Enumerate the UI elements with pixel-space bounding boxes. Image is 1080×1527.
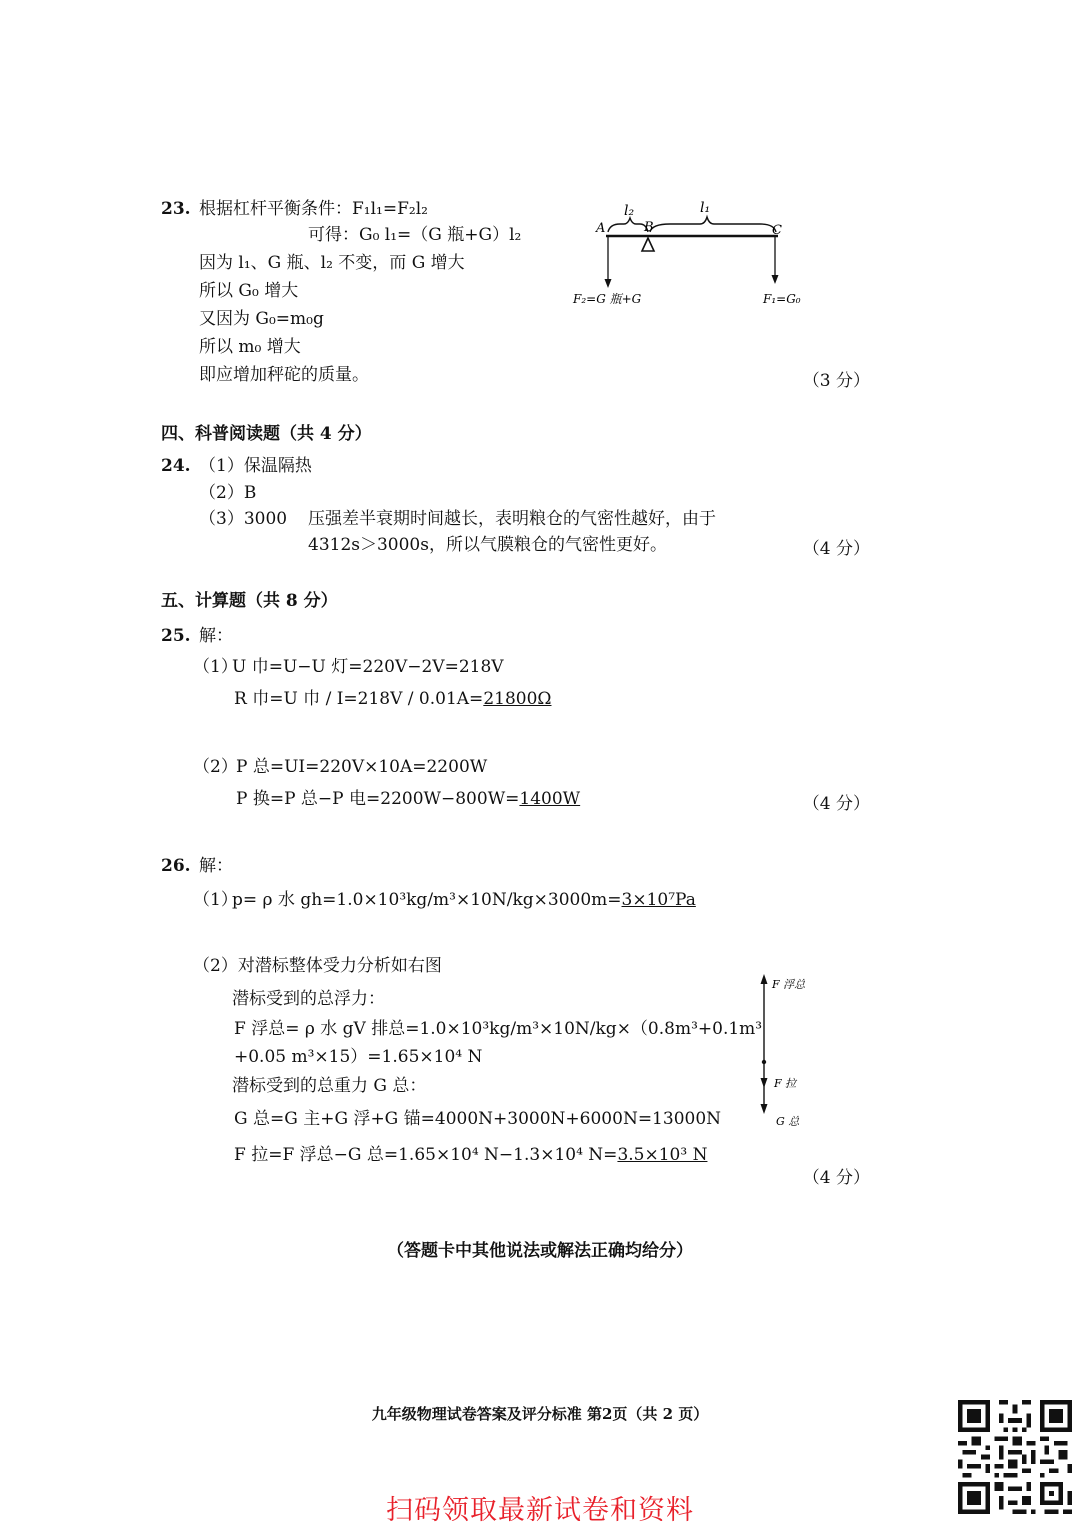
q26-solve: 解：	[199, 856, 233, 876]
fulcrum	[642, 238, 654, 251]
q26-pull-text: F 拉=F 浮总−G 总=1.65×10⁴ N−1.3×10⁴ N=	[234, 1145, 618, 1165]
brace-l2	[608, 218, 648, 232]
section4-heading: 四、科普阅读题（共 4 分）	[161, 424, 372, 444]
q25-part2-answer: 1400W	[519, 789, 581, 809]
q23-score: （3 分）	[802, 371, 870, 391]
q26-part1-text: p= ρ 水 gh=1.0×10³kg/m³×10N/kg×3000m=	[232, 890, 622, 910]
force-arrow-gravity-head	[761, 1104, 768, 1114]
q26-gravity-title: 潜标受到的总重力 G 总：	[232, 1076, 427, 1096]
q24-answer-2: （2）B	[199, 483, 257, 503]
q25-part1-answer: 21800Ω	[483, 689, 552, 709]
q26-buoyancy-line-2: +0.05 m³×15）=1.65×10⁴ N	[234, 1047, 483, 1067]
force-label-gravity: G 总	[776, 1115, 800, 1128]
q26-pull-answer: 3.5×10³ N	[617, 1145, 708, 1165]
q26-buoyancy-line-1: F 浮总= ρ 水 gV 排总=1.0×10³kg/m³×10N/kg×（0.8m³+0.1m³	[234, 1019, 763, 1039]
q26-number: 26.	[161, 856, 191, 876]
q25-part1-line-1: U 巾=U−U 灯=220V−2V=218V	[232, 657, 504, 677]
q26-part1-line	[232, 889, 696, 911]
lever-label-l1: l₁	[700, 200, 711, 216]
lever-label-l2: l₂	[624, 203, 635, 219]
q25-number: 25.	[161, 626, 191, 646]
q26-score: （4 分）	[802, 1168, 870, 1188]
q23-line-3: 因为 l₁、G 瓶、l₂ 不变，而 G 增大	[199, 253, 465, 273]
page-footer: 九年级物理试卷答案及评分标准 第2页（共 2 页）	[371, 1405, 709, 1423]
force-arrow-pull-head	[761, 1078, 768, 1088]
q24-score: （4 分）	[802, 539, 870, 559]
q25-part2-line-2	[236, 788, 580, 810]
q25-part2-label: （2）	[193, 757, 238, 777]
q23-line-4: 所以 G₀ 增大	[199, 281, 299, 301]
q23-line-2: 可得：G₀ l₁=（G 瓶+G）l₂	[308, 225, 522, 245]
q24-answer-3-line-2: 4312s＞3000s，所以气膜粮仓的气密性更好。	[308, 535, 667, 555]
q23-number: 23.	[161, 199, 191, 219]
q25-solve: 解：	[199, 626, 233, 646]
q23-line-1: 根据杠杆平衡条件：F₁l₁=F₂l₂	[199, 199, 428, 219]
force-label-buoyancy: F 浮总	[772, 978, 806, 991]
q25-part1-label: （1）	[193, 657, 238, 677]
brace-l1	[650, 217, 776, 232]
q25-part2-line-2-text: P 换=P 总−P 电=2200W−800W=	[236, 789, 520, 809]
lever-point-a: A	[596, 221, 606, 236]
lever-point-b: B	[644, 220, 654, 235]
promo-banner: 扫码领取最新试卷和资料	[386, 1495, 694, 1526]
force-arrow-f1-head	[772, 275, 779, 284]
q26-part1-answer: 3×10⁷Pa	[621, 890, 696, 910]
q26-pull-line	[234, 1144, 707, 1166]
q26-buoyancy-title: 潜标受到的总浮力：	[232, 989, 385, 1009]
force-diagram	[752, 970, 822, 1130]
q24-number: 24.	[161, 456, 191, 476]
q23-line-6: 所以 m₀ 增大	[199, 337, 301, 357]
lever-diagram	[570, 195, 830, 315]
lever-label-f1: F₁=G₀	[763, 292, 801, 306]
lever-point-c: C	[772, 223, 782, 238]
q24-answer-1: （1）保温隔热	[199, 456, 312, 476]
q26-part2-heading: （2）对潜标整体受力分析如右图	[193, 956, 442, 976]
q25-part1-line-2	[234, 688, 552, 710]
q23-line-7: 即应增加秤砣的质量。	[199, 365, 369, 385]
force-label-pull: F 拉	[774, 1077, 797, 1090]
q24-answer-3-line-1: 压强差半衰期时间越长，表明粮仓的气密性越好，由于	[308, 509, 716, 529]
force-arrow-f2-head	[605, 279, 612, 288]
q25-part1-line-2-text: R 巾=U 巾 / I=218V / 0.01A=	[234, 689, 484, 709]
q24-answer-3-label: （3）3000	[199, 509, 288, 529]
force-arrow-buoyancy-head	[761, 974, 768, 984]
section5-heading: 五、计算题（共 8 分）	[161, 591, 338, 611]
q25-part2-line-1: P 总=UI=220V×10A=2200W	[236, 757, 488, 777]
lever-label-f2: F₂=G 瓶+G	[573, 292, 642, 306]
q26-gravity-line: G 总=G 主+G 浮+G 锚=4000N+3000N+6000N=13000N	[234, 1109, 722, 1129]
q23-line-5: 又因为 G₀=m₀g	[199, 309, 324, 329]
q26-part1-label: （1）	[193, 890, 238, 910]
grading-note: （答题卡中其他说法或解法正确均给分）	[387, 1241, 693, 1261]
q25-score: （4 分）	[802, 794, 870, 814]
